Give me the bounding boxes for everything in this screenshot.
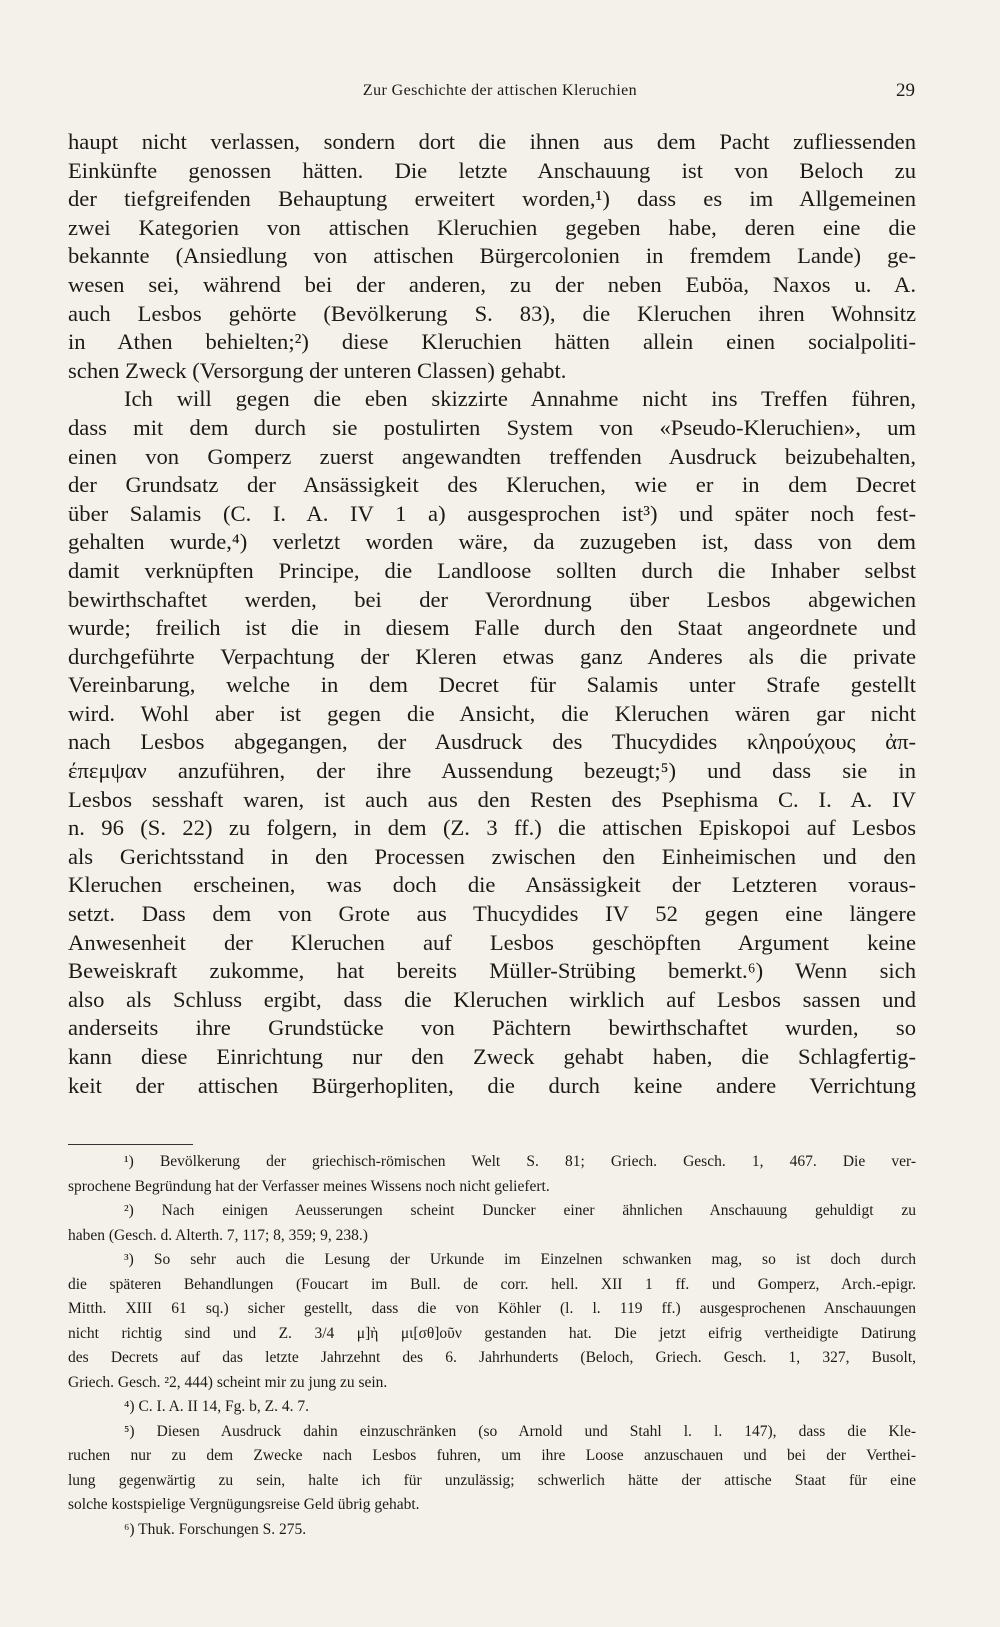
text-line: wesen sei, während bei der anderen, zu der neben Euböa, Naxos u. A. bbox=[68, 271, 916, 297]
text-line: wurde; freilich ist die in diesem Falle durch den Staat angeordnete und bbox=[68, 615, 916, 641]
text-line: dass mit dem durch sie postulirten System von «Pseudo-Kleruchien», um bbox=[68, 414, 916, 440]
footnote-line: ²) Nach einigen Aeusserungen scheint Duncker einer ähnlichen Anschauung gehuldigt zu bbox=[124, 1202, 916, 1219]
footnote-line: ³) So sehr auch die Lesung der Urkunde im Einzelnen schwanken mag, so ist doch durch bbox=[124, 1251, 916, 1268]
footnote-line: lung gegenwärtig zu sein, halte ich für unzulässig; schwerlich hätte der attische Staat für eine bbox=[68, 1471, 916, 1489]
footnote-line: Griech. Gesch. ²2, 444) scheint mir zu jung zu sein. bbox=[68, 1373, 388, 1391]
running-title: Zur Geschichte der attischen Kleruchien bbox=[362, 82, 638, 99]
text-line: zwei Kategorien von attischen Kleruchien gegeben habe, deren eine die bbox=[68, 214, 916, 240]
text-line: Kleruchen erscheinen, was doch die Ansässigkeit der Letzteren voraus- bbox=[68, 872, 916, 898]
footnote-1 bbox=[68, 1150, 916, 1199]
text-line: damit verknüpften Principe, die Landloose sollten durch die Inhaber selbst bbox=[68, 557, 916, 583]
text-line: anderseits ihre Grundstücke von Pächtern bewirthschaftet wurden, so bbox=[68, 1015, 916, 1041]
text-line: als Gerichtsstand in den Processen zwischen den Einheimischen und den bbox=[68, 843, 916, 869]
text-line: nach Lesbos abgegangen, der Ausdruck des Thucydides κληρούχους ἀπ- bbox=[68, 729, 916, 755]
footnote-line: ruchen nur zu dem Zwecke nach Lesbos fuhren, um ihre Loose anzuschauen und bei der Verthei- bbox=[68, 1447, 916, 1464]
footnote-4 bbox=[68, 1395, 916, 1420]
text-line: Beweiskraft zukomme, hat bereits Müller-Strübing bemerkt.⁶) Wenn sich bbox=[68, 958, 916, 984]
text-line: Ich will gegen die eben skizzirte Annahme nicht ins Treffen führen, bbox=[124, 386, 916, 412]
page-number: 29 bbox=[896, 80, 915, 101]
footnote-line: Mitth. XIII 61 sq.) sicher gestellt, dass die von Köhler (l. l. 119 ff.) ausgesprochenen Anschauungen bbox=[68, 1300, 916, 1317]
footnote-line: nicht richtig sind und Z. 3/4 μ]ὴ μι[σθ]οῦν gestanden hat. Die jetzt eifrig vertheidigte Datirung bbox=[68, 1324, 916, 1342]
text-line: der tiefgreifenden Behauptung erweitert worden,¹) dass es im Allgemeinen bbox=[68, 186, 916, 212]
text-line: wird. Wohl aber ist gegen die Ansicht, die Kleruchen wären gar nicht bbox=[68, 700, 916, 726]
main-text bbox=[68, 128, 916, 1100]
text-line: n. 96 (S. 22) zu folgern, in dem (Z. 3 ff.) die attischen Episkopoi auf Lesbos bbox=[68, 815, 916, 841]
text-line: Anwesenheit der Kleruchen auf Lesbos geschöpften Argument keine bbox=[68, 929, 916, 955]
footnote-line: solche kostspielige Vergnügungsreise Geld übrig gehabt. bbox=[68, 1496, 420, 1513]
text-line: kann diese Einrichtung nur den Zweck gehabt haben, die Schlagfertig- bbox=[68, 1044, 916, 1069]
footnote-6 bbox=[68, 1518, 916, 1543]
footnote-line: ¹) Bevölkerung der griechisch-römischen Welt S. 81; Griech. Gesch. 1, 467. Die ver- bbox=[124, 1153, 916, 1170]
text-line: schen Zweck (Versorgung der unteren Classen) gehabt. bbox=[68, 357, 567, 383]
text-line: über Salamis (C. I. A. IV 1 a) ausgesprochen ist³) und später noch fest- bbox=[68, 500, 916, 526]
text-line: bewirthschaftet werden, bei der Verordnung über Lesbos abgewichen bbox=[68, 586, 916, 612]
text-line: bekannte (Ansiedlung von attischen Bürgercolonien in fremdem Lande) ge- bbox=[68, 243, 916, 269]
footnote-line: die späteren Behandlungen (Foucart im Bull. de corr. hell. XII 1 ff. und Gomperz, Arch.-epigr. bbox=[68, 1275, 916, 1293]
page-header bbox=[0, 82, 1000, 112]
footnote-line: sprochene Begründung hat der Verfasser meines Wissens noch nicht geliefert. bbox=[68, 1177, 550, 1195]
text-line: gehalten wurde,⁴) verletzt worden wäre, da zuzugeben ist, dass von dem bbox=[68, 529, 916, 555]
footnote-2 bbox=[68, 1199, 916, 1248]
text-line: Einkünfte genossen hätten. Die letzte Anschauung ist von Beloch zu bbox=[68, 157, 916, 183]
text-line: έπεμψαν anzuführen, der ihre Aussendung bezeugt;⁵) und dass sie in bbox=[68, 758, 916, 784]
text-line: Lesbos sesshaft waren, ist auch aus den Resten des Psephisma C. I. A. IV bbox=[68, 786, 916, 812]
text-line: Vereinbarung, welche in dem Decret für Salamis unter Strafe gestellt bbox=[68, 672, 916, 698]
footnotes bbox=[68, 1150, 916, 1542]
footnote-line: des Decrets auf das letzte Jahrzehnt des 6. Jahrhunderts (Beloch, Griech. Gesch. 1, 327, Busolt, bbox=[68, 1349, 916, 1366]
text-line: in Athen behielten;²) diese Kleruchien hätten allein einen socialpoliti- bbox=[68, 329, 916, 355]
text-line: setzt. Dass dem von Grote aus Thucydides IV 52 gegen eine längere bbox=[68, 901, 916, 927]
footnote-line: ⁴) C. I. A. II 14, Fg. b, Z. 4. 7. bbox=[124, 1398, 309, 1415]
text-line: einen von Gomperz zuerst angewandten treffenden Ausdruck beizubehalten, bbox=[68, 443, 916, 469]
footnote-3 bbox=[68, 1248, 916, 1395]
footnote-line: ⁶) Thuk. Forschungen S. 275. bbox=[124, 1520, 307, 1538]
text-line: auch Lesbos gehörte (Bevölkerung S. 83), die Kleruchen ihren Wohnsitz bbox=[68, 300, 916, 326]
footnote-line: ⁵) Diesen Ausdruck dahin einzuschränken (so Arnold und Stahl l. l. 147), dass die Kle- bbox=[124, 1422, 916, 1440]
text-line: haupt nicht verlassen, sondern dort die ihnen aus dem Pacht zufliessenden bbox=[68, 129, 916, 154]
text-line: durchgeführte Verpachtung der Kleren etwas ganz Anderes als die private bbox=[68, 643, 916, 669]
footnote-rule bbox=[68, 1144, 193, 1145]
text-line: der Grundsatz der Ansässigkeit des Kleruchen, wie er in dem Decret bbox=[68, 472, 916, 498]
footnote-line: haben (Gesch. d. Alterth. 7, 117; 8, 359; 9, 238.) bbox=[68, 1226, 368, 1244]
text-line: keit der attischen Bürgerhopliten, die durch keine andere Verrichtung bbox=[68, 1072, 916, 1098]
footnote-5 bbox=[68, 1420, 916, 1518]
text-line: also als Schluss ergibt, dass die Kleruchen wirklich auf Lesbos sassen und bbox=[68, 986, 916, 1012]
